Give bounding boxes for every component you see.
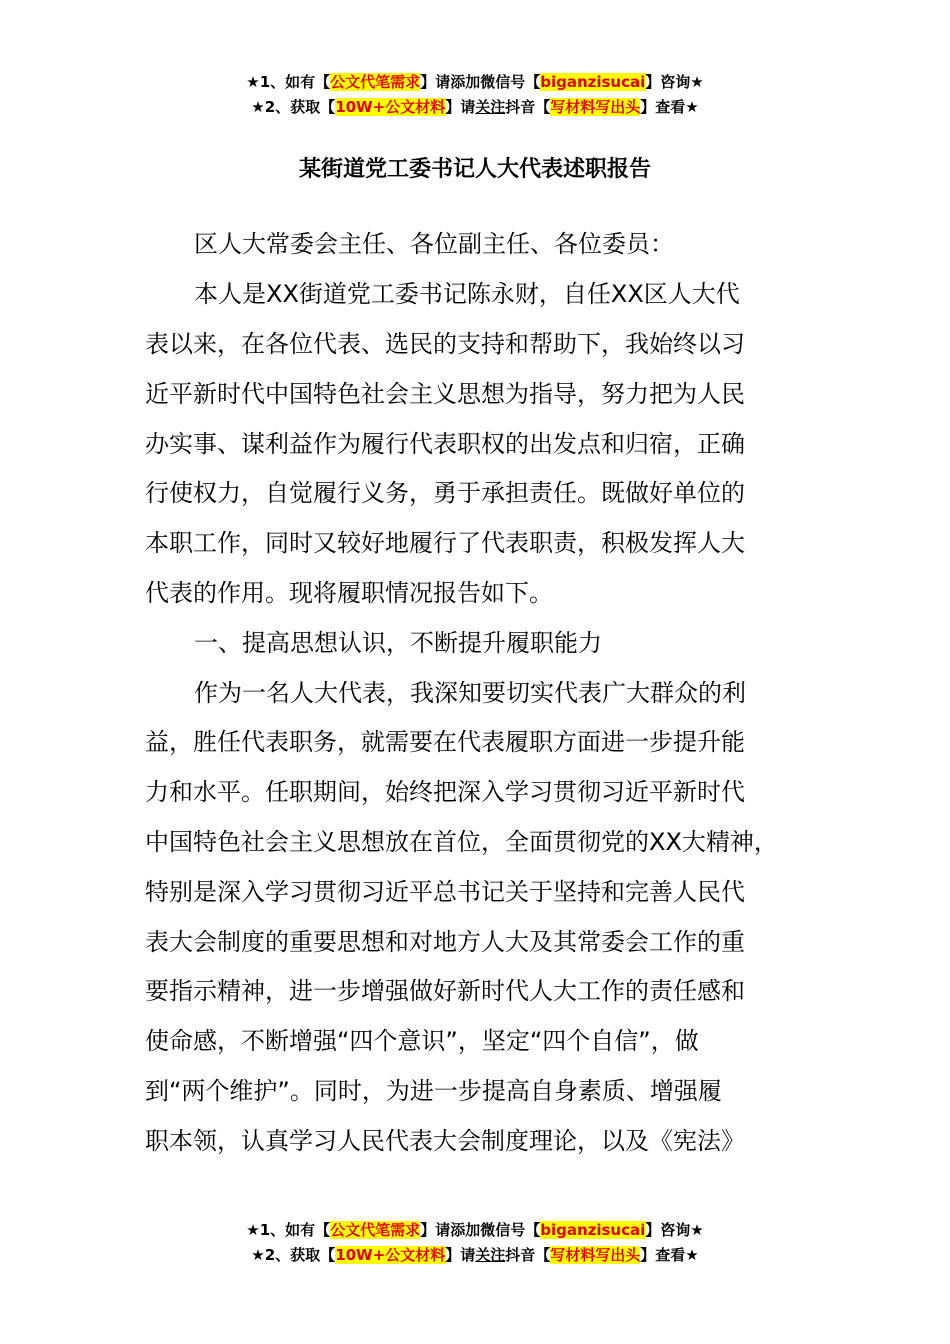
banner-text: 】查看★	[640, 1246, 699, 1264]
body-line: 行使权力，自觉履行义务，勇于承担责任。既做好单位的	[145, 479, 745, 507]
banner-text: ★1、如有【	[246, 73, 331, 91]
salutation: 区人大常委会主任、各位副主任、各位委员：	[194, 230, 674, 258]
banner-text: 】查看★	[640, 98, 699, 116]
banner-text: ★1、如有【	[246, 1221, 331, 1239]
body-line: 近平新时代中国特色社会主义思想为指导，努力把为人民	[145, 380, 745, 408]
banner-highlight: 写材料写出头	[550, 1246, 641, 1264]
wechat-id-highlight: biganzisucai	[540, 1221, 646, 1239]
body-line: 益，胜任代表职务，就需要在代表履职方面进一步提升能	[145, 728, 745, 756]
body-line: 作为一名人大代表，我深知要切实代表广大群众的利	[194, 679, 746, 707]
banner-highlight: 公文代笔需求	[330, 1221, 421, 1239]
banner-highlight: 写材料写出头	[550, 98, 641, 116]
banner-text: 】咨询★	[645, 1221, 704, 1239]
banner-line-1	[0, 1218, 950, 1243]
banner-text: 】请	[445, 98, 476, 116]
banner-underlined: 关注	[475, 1246, 506, 1264]
banner-text: 】请添加微信号【	[420, 73, 541, 91]
banner-text: ★2、获取【	[251, 1246, 336, 1264]
body-line: 代表的作用。现将履职情况报告如下。	[145, 579, 553, 607]
body-line: 特别是深入学习贯彻习近平总书记关于坚持和完善人民代	[145, 878, 745, 906]
banner-text: 】咨询★	[645, 73, 704, 91]
body-line: 本职工作，同时又较好地履行了代表职责，积极发挥人大	[145, 529, 745, 557]
body-line: 中国特色社会主义思想放在首位，全面贯彻党的XX大精神，	[145, 828, 778, 856]
section-heading: 一、提高思想认识，不断提升履职能力	[194, 629, 602, 657]
body-line: 表大会制度的重要思想和对地方人大及其常委会工作的重	[145, 928, 745, 956]
banner-line-1	[0, 70, 950, 95]
document-title: 某街道党工委书记人大代表述职报告	[298, 157, 651, 182]
banner-text: 抖音【	[505, 98, 551, 116]
header-banner	[0, 70, 950, 120]
banner-text: 抖音【	[505, 1246, 551, 1264]
wechat-id-highlight: biganzisucai	[540, 73, 646, 91]
banner-highlight: 10W+公文材料	[335, 1246, 446, 1264]
body-line: 使命感，不断增强“四个意识”，坚定“四个自信”，做	[145, 1027, 699, 1055]
body-line: 要指示精神，进一步增强做好新时代人大工作的责任感和	[145, 977, 745, 1005]
banner-text: 】请添加微信号【	[420, 1221, 541, 1239]
footer-banner	[0, 1218, 950, 1268]
banner-line-2	[0, 1243, 950, 1268]
body-line: 到“两个维护”。同时，为进一步提高自身素质、增强履	[145, 1077, 722, 1105]
body-line: 表以来，在各位代表、选民的支持和帮助下，我始终以习	[145, 330, 745, 358]
banner-text: ★2、获取【	[251, 98, 336, 116]
banner-underlined: 关注	[475, 98, 506, 116]
body-line: 本人是XX街道党工委书记陈永财，自任XX区人大代	[194, 280, 740, 308]
banner-highlight: 10W+公文材料	[335, 98, 446, 116]
banner-line-2	[0, 95, 950, 120]
banner-highlight: 公文代笔需求	[330, 73, 421, 91]
banner-text: 】请	[445, 1246, 476, 1264]
body-line: 力和水平。任职期间，始终把深入学习贯彻习近平新时代	[145, 778, 745, 806]
body-line: 职本领，认真学习人民代表大会制度理论，以及《宪法》	[145, 1127, 745, 1155]
body-line: 办实事、谋利益作为履行代表职权的出发点和归宿，正确	[145, 430, 745, 458]
